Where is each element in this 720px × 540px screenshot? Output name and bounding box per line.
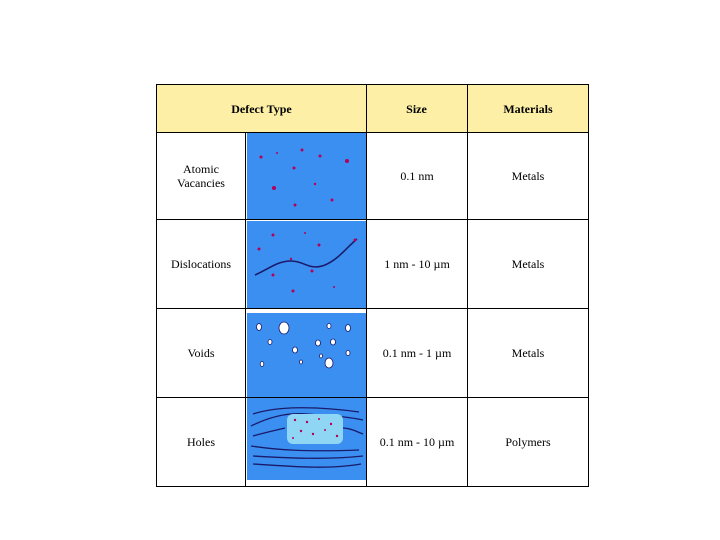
header-defect-type: Defect Type [231,101,292,116]
vacancies-illustration [247,133,366,219]
material-dislocations: Metals [511,257,545,271]
defect-name-holes: Holes [187,435,215,449]
size-holes: 0.1 nm - 10 µm [379,435,455,449]
defect-name-voids: Voids [187,346,215,360]
size-voids: 0.1 nm - 1 µm [382,346,452,360]
dislocations-illustration [247,221,366,308]
header-materials: Materials [503,101,553,116]
material-voids: Metals [511,346,545,360]
defect-name-dislocations: Dislocations [171,257,231,271]
defect-name-vacancies: Atomic Vacancies [177,162,225,190]
voids-illustration [247,313,366,397]
size-vacancies: 0.1 nm [400,169,434,183]
header-size: Size [406,101,427,116]
holes-illustration [247,398,366,480]
column-divider [245,132,246,486]
material-holes: Polymers [505,435,551,449]
defects-table [156,84,589,487]
size-dislocations: 1 nm - 10 µm [384,257,450,271]
material-vacancies: Metals [511,169,545,183]
